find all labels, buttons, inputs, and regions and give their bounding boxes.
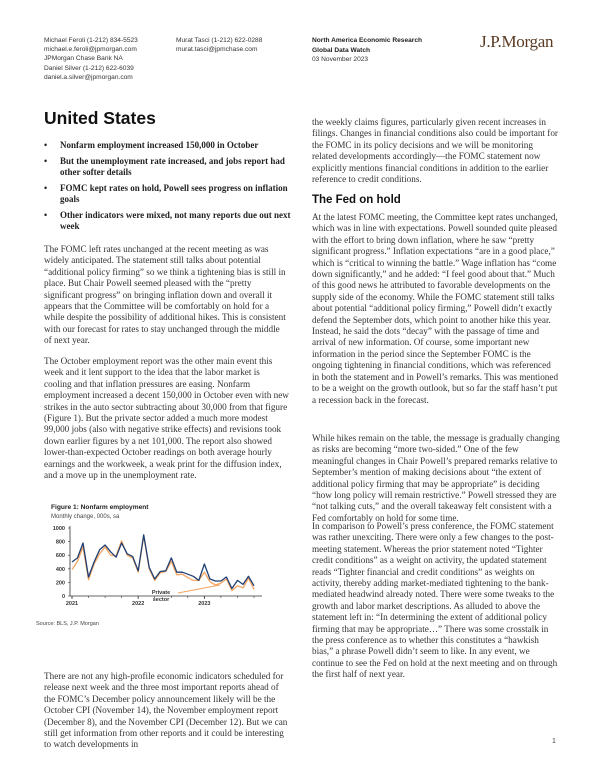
research-info xyxy=(312,36,422,64)
author-contact: Murat Tasci (1-212) 622-0288 xyxy=(176,37,263,44)
author-contact: Daniel Silver (1-212) 622-6039 xyxy=(44,65,134,72)
y-tick-label: 400 xyxy=(55,566,65,573)
page-number: 1 xyxy=(552,738,556,745)
author-email[interactable]: michael.e.feroli@jpmorgan.com xyxy=(44,46,137,53)
y-tick-label: 600 xyxy=(55,553,65,560)
paragraph-fomc-meeting: At the latest FOMC meeting, the Committee kept rates unchanged, which was in line with expectations. Powell sounded quite pleased with the effort to bring down inflation, where he saw “pretty significant progress.” Inflation expectations “are in a good place,” which is “critical to winning the battle.” Wage inflation has “come down significantly,” and he added: “I feel good about that.” Much of this good news he attributed to favorable developments on the supply side of the economy. While the FOMC statement still talks about potential “additional policy firming,” Powell didn’t exactly defend the September dots, which point to another hike this year. Instead, he said the dots “decay” with the passage of time and arrival of new information. Of course, some important new information in the period since the September FOMC is the ongoing tightening in financial conditions, which was referenced in both the statement and in Powell’s remarks. This was mentioned to be a weight on the growth outlook, but so far the staff hasn’t put a recession back in the forecast. xyxy=(312,212,559,405)
publication-date: 03 November 2023 xyxy=(312,56,369,63)
paragraph-weekly-claims: the weekly claims figures, particularly given recent increases in filings. Changes in financial conditions also could be important for the FOMC in its policy decisions and we will be monitoring related developments accordingly—the FOMC statement now explicitly mentions financial conditions in addition to the earlier reference to credit conditions. xyxy=(312,117,558,185)
page-title: United States xyxy=(44,108,156,128)
figure-subtitle: Monthly change, 000s, sa xyxy=(51,514,120,520)
annotation-arrow xyxy=(178,585,220,593)
figure-source: Source: BLS, J.P. Morgan xyxy=(36,621,99,627)
key-points-list xyxy=(44,140,294,237)
paragraph-upcoming-indicators: There are not any high-profile economic indicators scheduled for release next week and the three most important reports ahead of the FOMC’s December policy announcement likely will be the October CPI (November 14), the November employment report (December 8), and the November CPI (December 12). But we can still get information from other reports and it could be interesting to watch developments in xyxy=(44,671,288,750)
key-point: • But the unemployment rate increased, and jobs report had other softer details xyxy=(44,156,294,178)
x-tick-label: 2022 xyxy=(132,601,145,607)
key-point: • FOMC kept rates on hold, Powell sees progress on inflation goals xyxy=(44,183,294,205)
x-tick-label: 2021 xyxy=(65,601,79,607)
series-lines xyxy=(72,535,254,591)
author-contact: Michael Feroli (1-212) 834-5523 xyxy=(44,37,138,44)
paragraph-fomc-summary: The FOMC left rates unchanged at the recent meeting as was widely anticipated. The statement still talks about potential “additional policy firming” so we think a tightening bias is still in place. But Chair Powell seemed pleased with the “pretty significant progress” on bringing inflation down and overall it appears that the Committee will be comfortably on hold for a while despite the possibility of additional hikes. This is consistent with our forecast for rates to stay unchanged through the middle of next year. xyxy=(44,244,286,346)
research-group: North America Economic Research xyxy=(312,37,423,44)
paragraph-employment-report: The October employment report was the other main event this week and it lent support to the idea that the labor market is cooling and that inflation pressures are easing. Nonfarm employment increased a decent 150,000 in October even with new strikes in the auto sector subtracting about 30,000 from that figure (Figure 1). But the private sector added a much more modest 99,000 jobs (also with negative strike effects) and revisions took down earlier figures by a net 101,000. The report also showed lower-than-expected October readings on both average hourly earnings and the workweek, a weak print for the diffusion index, and a move up in the unemployment rate. xyxy=(44,356,289,481)
key-point: • Other indicators were mixed, not many reports due out next week xyxy=(44,210,294,232)
annotation-private-sector-2: sector xyxy=(152,597,170,603)
paragraph-statement-changes: In comparison to Powell’s press conference, the FOMC statement was rather unexciting. There were only a few changes to the post-meeting statement. Whereas the prior statement noted “Tighter credit conditions” as a weight on activity, the updated statement reads “Tighter financial and credit conditions” as weights on activity, thereby adding market-mediated tightening to the bank-mediated headwind already noted. There were some tweaks to the growth and labor market descriptions. As alluded to above the statement left in: “In determining the extent of additional policy firming that may be appropriate…” There was some crosstalk in the press conference as to whether this constitutes a “hawkish bias,” a phrase Powell didn’t seem to like. In any event, we continue to see the Fed on hold at the next meeting and on through the first half of next year. xyxy=(312,521,558,680)
y-tick-label: 1000 xyxy=(52,526,65,532)
jpmorgan-logo: J.P.Morgan xyxy=(480,32,554,51)
y-axis xyxy=(53,526,70,600)
x-tick-label: 2023 xyxy=(198,601,211,607)
annotation-private-sector: Private xyxy=(151,590,171,596)
key-point: • Nonfarm employment increased 150,000 in October xyxy=(44,140,294,151)
y-tick-label: 800 xyxy=(55,539,65,546)
figure-title: Figure 1: Nonfarm employment xyxy=(51,504,149,511)
authors-mid xyxy=(176,36,262,54)
publication-name: Global Data Watch xyxy=(312,47,371,54)
paragraph-hikes: While hikes remain on the table, the message is gradually changing as risks are becoming “more two-sided.” One of the few meaningful changes in Chair Powell’s prepared remarks relative to September’s mention of making decisions about “the extent of additional policy firming that may be appropriate” is deciding “how long policy will remain restrictive.” Powell stressed they are “not talking cuts,” and the overall takeaway felt consistent with a Fed comfortably on hold for some time. xyxy=(312,433,560,523)
authors-left xyxy=(44,36,138,82)
y-tick-label: 200 xyxy=(55,580,65,587)
author-email[interactable]: daniel.a.silver@jpmorgan.com xyxy=(44,74,133,81)
y-tick-label: 0 xyxy=(61,594,65,600)
series-line-private-sector xyxy=(72,536,254,590)
author-email[interactable]: murat.tasci@jpmchase.com xyxy=(176,46,258,53)
nonfarm-employment-chart xyxy=(30,522,280,607)
section-heading: The Fed on hold xyxy=(312,194,401,206)
author-affiliation: JPMorgan Chase Bank NA xyxy=(44,55,123,62)
